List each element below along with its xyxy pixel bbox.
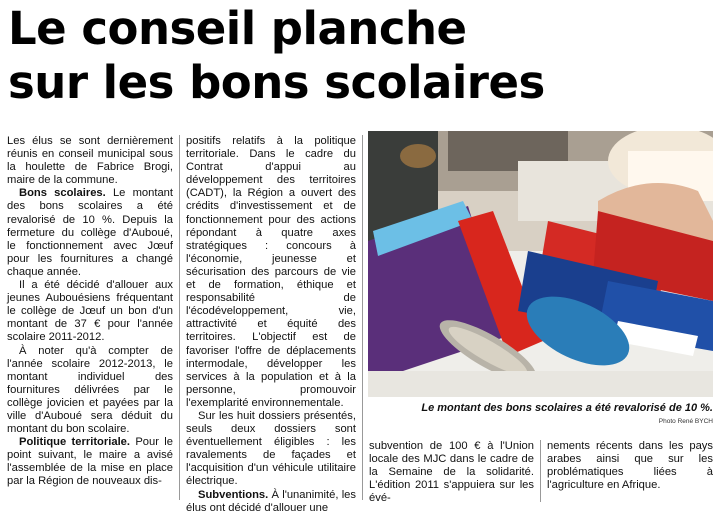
paragraph-text: À l'unanimité, les élus ont décidé d'allouer une: [186, 488, 356, 514]
paragraph-evenements: nements récents dans les pays arabes ainsi que sur les problématiques liées à l'agriculture en Afrique.: [547, 440, 713, 492]
article-column-3: [369, 440, 534, 505]
photo-school-supplies: [368, 131, 713, 397]
article-column-1: [7, 135, 173, 489]
photo-illustration: [368, 131, 713, 397]
paragraph-intro: Les élus se sont dernièrement réunis en conseil municipal sous la houlette de Fabrice Brogi, maire de la commune.: [7, 135, 173, 187]
headline-line-2: sur les bons scolaires: [8, 56, 545, 109]
paragraph-politique: [7, 436, 173, 488]
subhead-bons-scolaires: Bons scolaires.: [19, 187, 106, 200]
paragraph-text: Le montant des bons scolaires a été revalorisé de 10 %. Depuis la fermeture du collège d'Auboué, le fonctionnement avec Jœuf pour les fournitures a changé chaque année.: [7, 187, 174, 278]
headline-line-1: Le conseil planche: [8, 2, 467, 55]
article-column-2: [186, 135, 356, 515]
column-divider: [179, 135, 180, 500]
paragraph-dispositifs: positifs relatifs à la politique territoriale. Dans le cadre du Contrat d'appui au développement des territoires (CADT), la Région a ouvert des crédits d'investissement et de fonctionnement pour des actions répondant à quatre axes stratégiques : concours à l'économie, jeunesse et sécurisation des parcours de vie et de formation, éthique et responsabilité de l'écodéveloppement, vie, attractivité et équité des territoires. L'objectif est de favoriser l'offre de déplacements intermodale, développer les services à la population et à la personne, promouvoir l'exemplarité environnementale.: [186, 135, 356, 409]
column-divider: [362, 135, 363, 500]
article-column-4: [547, 440, 713, 492]
column-divider: [540, 440, 541, 502]
paragraph-dossiers: Sur les huit dossiers présentés, seuls deux dossiers sont éventuellement éligibles : les ravalements de façades et l'acquisition d'un véhicule utilitaire électrique.: [186, 409, 356, 488]
paragraph-note: À noter qu'à compter de l'année scolaire 2012-2013, le montant individuel des fournitures délivrées par le collège jovicien et payées par la ville d'Auboué sera déduit du montant du bon scolaire.: [7, 344, 173, 436]
paragraph-bons-scolaires: [7, 187, 173, 279]
paragraph-subventions: [186, 489, 356, 515]
paragraph-text: Pour le point suivant, le maire a avisé l'assemblée de la mise en place par la Région de nouveaux dis-: [7, 436, 173, 488]
photo-caption: Le montant des bons scolaires a été revalorisé de 10 %.: [421, 402, 713, 414]
subhead-politique-territoriale: Politique territoriale.: [19, 436, 131, 449]
paragraph-subvention-mjc: subvention de 100 € à l'Union locale des MJC dans le cadre de la Semaine de la solidarité. L'édition 2011 s'appuiera sur les évé-: [369, 440, 534, 505]
photo-credit: Photo René BYCH: [658, 418, 713, 425]
headline: [8, 2, 545, 110]
subhead-subventions: Subventions.: [198, 488, 269, 501]
paragraph-allocation: Il a été décidé d'allouer aux jeunes Aubouésiens fréquentant le collège de Jœuf un bon d'un montant de 37 € pour l'année scolaire 2011-2012.: [7, 279, 173, 344]
